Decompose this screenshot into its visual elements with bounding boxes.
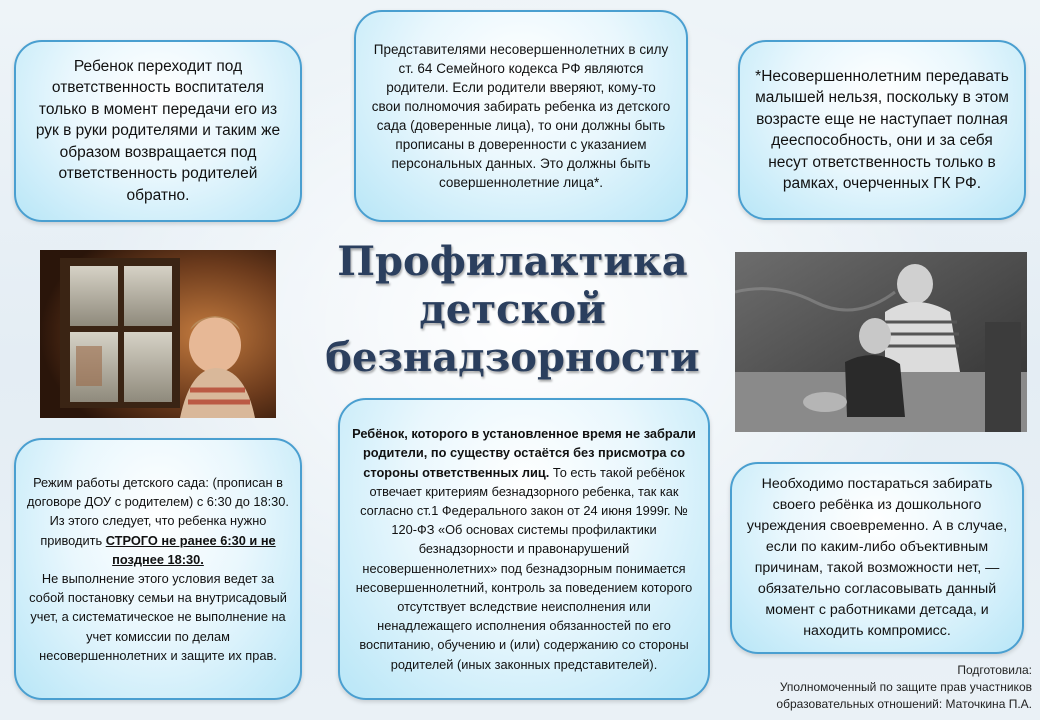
child-at-window-illustration (40, 250, 276, 418)
children-playing-photo (735, 252, 1027, 432)
credit-line-1: Подготовила: (957, 663, 1032, 677)
author-credit (776, 662, 1032, 713)
neglect-definition-text: То есть такой ребёнок отвечает критериям безнадзорного ребенка, так как согласно ст.1 Федерального закон от 24 июня 1999г. № 120-ФЗ «Об основах системы профилактики безнадзорности и правонарушений несовершеннолетних» под безнадзорным понимается несовершеннолетний, контроль за поведением которого отсутствует вследствие неисполнения или ненадлежащего исполнения обязанностей по его воспитанию, обучению и (или) содержанию со стороны родителей (иных законных представителей). (355, 464, 693, 672)
children-playing-illustration (735, 252, 1027, 432)
info-box-neglect-definition (338, 398, 710, 700)
title-line-1: Профилактика (337, 238, 688, 285)
advice-text: Необходимо постараться забирать своего ребёнка из дошкольного учреждения своевременно. А в случае, если по каким-либо объективным причинам, такой возможности нет, — обязательно согласовывать данный момент с работниками детсада, и находить компромисс. (746, 476, 1008, 639)
handover-text: Ребенок переходит под ответственность воспитателя только в момент передачи его из рук в руки родителями и таким же образом возвращается под ответственность родителей обратно. (35, 57, 281, 204)
credit-line-3: образовательных отношений: Маточкина П.А. (776, 697, 1032, 711)
child-at-window-photo (40, 250, 276, 418)
info-box-minors (738, 40, 1026, 220)
info-box-schedule (14, 438, 302, 700)
title-line-3: безнадзорности (325, 334, 700, 381)
schedule-intro: Режим работы детского сада: (прописан в договоре ДОУ с родителем) с 6:30 до 18:30. Из этого следует, что ребенка нужно приводить (27, 474, 289, 548)
schedule-strict-times: СТРОГО не ранее 6:30 и не позднее 18:30. (105, 532, 276, 567)
info-box-advice (730, 462, 1024, 654)
info-box-representatives (354, 10, 688, 222)
info-box-handover (14, 40, 302, 222)
minors-text: *Несовершеннолетним передавать малышей нельзя, поскольку в этом возрасте еще не наступает полная дееспособность, они и за себя несут ответственность только в рамках, очерченных ГК РФ. (755, 67, 1009, 192)
credit-line-2: Уполномоченный по защите прав участников (779, 680, 1032, 694)
page-title (315, 238, 710, 382)
title-line-2: детской (419, 286, 606, 333)
neglect-definition-bold: Ребёнок, которого в установленное время не забрали родители, по существу остаётся без присмотра со стороны ответственных лиц. (352, 426, 696, 480)
representatives-text: Представителями несовершеннолетних в силу ст. 64 Семейного кодекса РФ являются родители. Если родители вверяют, кому-то свои полномочия забирать ребенка из детского сада (доверенные лица), то они должны быть прописаны в доверенности с указанием персональных данных. Это должны быть совершеннолетние лица*. (371, 42, 671, 190)
schedule-consequences: Не выполнение этого условия ведет за собой постановку семьи на внутрисадовый учет, а систематическое не выполнение на учет комиссии по делам несовершеннолетних и защите их прав. (29, 571, 287, 663)
